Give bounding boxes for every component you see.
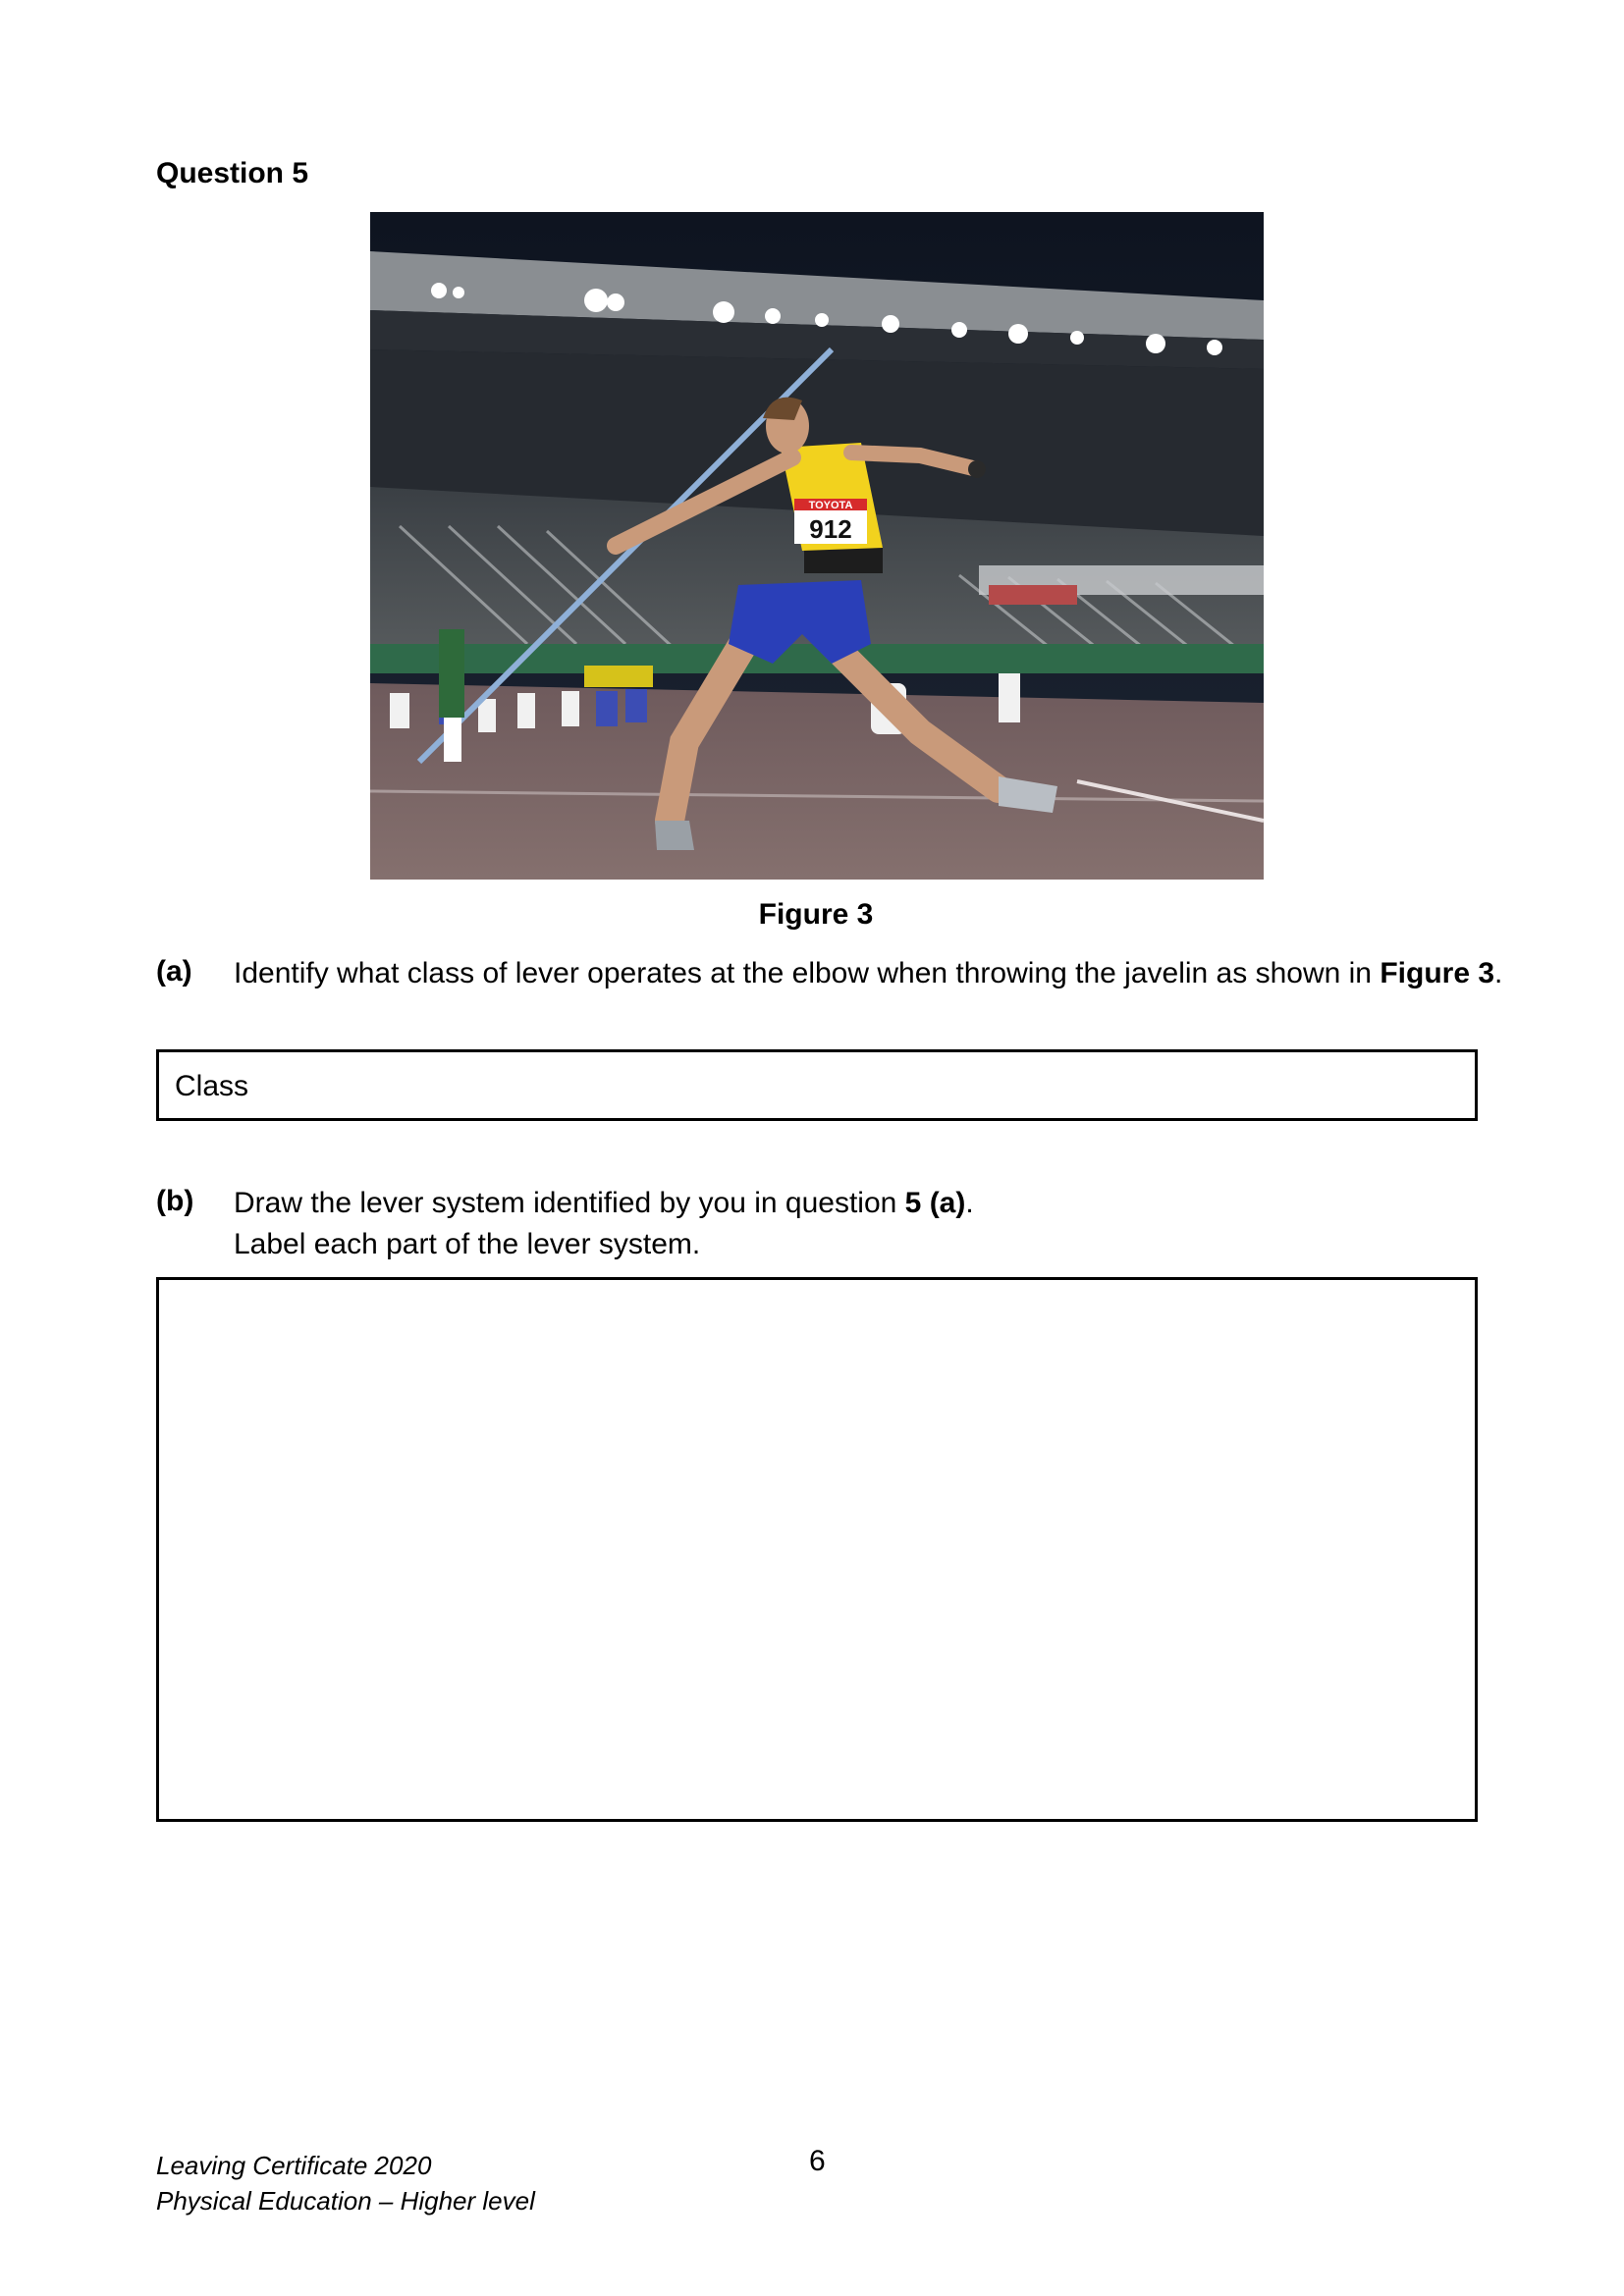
part-a-figure-ref: Figure 3 — [1380, 957, 1495, 989]
part-b-line1-main: Draw the lever system identified by you in question — [234, 1187, 905, 1219]
footer-subject: Physical Education – Higher level — [156, 2186, 535, 2216]
part-a-text — [234, 953, 1510, 994]
figure-caption: Figure 3 — [758, 898, 874, 931]
part-a-text-end: . — [1494, 957, 1503, 989]
question-title: Question 5 — [156, 157, 309, 189]
footer — [156, 2148, 535, 2218]
part-b-line2: Label each part of the lever system. — [234, 1228, 701, 1260]
javelin-thrower-photo — [370, 212, 1264, 880]
class-answer-label: Class — [175, 1070, 249, 1102]
page-number: 6 — [809, 2145, 826, 2177]
part-b-label: (b) — [156, 1185, 194, 1217]
part-b-line1-end: . — [965, 1187, 974, 1219]
part-a-text-main: Identify what class of lever operates at the elbow when throwing the javelin as shown in — [234, 957, 1380, 989]
part-b-question-ref: 5 (a) — [904, 1187, 966, 1219]
part-b-line1 — [234, 1183, 1510, 1224]
class-answer-box[interactable] — [156, 1049, 1478, 1121]
lever-drawing-box[interactable] — [156, 1277, 1478, 1822]
part-b-text — [234, 1183, 1510, 1265]
footer-exam-name: Leaving Certificate 2020 — [156, 2151, 432, 2180]
part-a-label: (a) — [156, 955, 192, 988]
bib-sponsor: TOYOTA — [808, 500, 853, 511]
bib-number: 912 — [809, 514, 852, 544]
